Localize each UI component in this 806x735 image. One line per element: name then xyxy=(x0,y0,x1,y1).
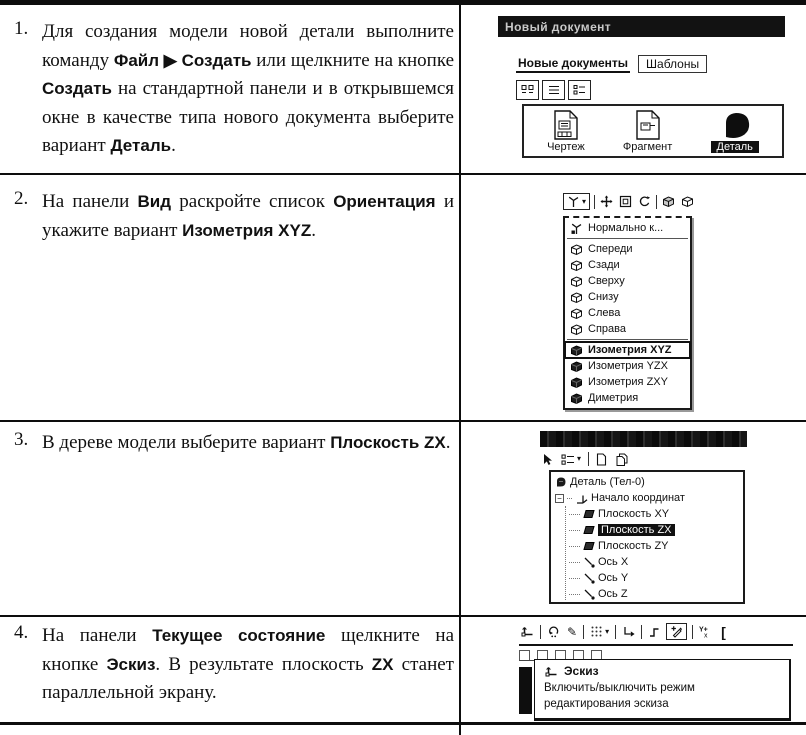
cube-dark-icon xyxy=(569,376,583,389)
dialog-tabs xyxy=(516,55,707,73)
tooltip-title: Эскиз xyxy=(564,664,599,678)
body-text: щелкните на кнопке xyxy=(42,625,455,675)
document-type-label: Чертеж xyxy=(547,141,585,153)
tree-branch-line xyxy=(567,498,572,499)
tooltip-body: Включить/выключить режим редактирования эскиза xyxy=(544,682,695,710)
step-3 xyxy=(12,429,454,458)
tree-node-label: Плоскость ZY xyxy=(598,540,669,552)
body-text: или щелкните на кнопке xyxy=(251,49,455,71)
tree-node-label: Деталь (Тел-0) xyxy=(570,476,645,488)
body-text: на стандартной панели и в открывшемся окне в качестве типа нового документа выберите вариант xyxy=(42,78,454,156)
plane-icon xyxy=(583,525,595,535)
step-text xyxy=(42,188,454,245)
body-text: станет параллельной экрану. xyxy=(42,653,454,703)
menu-item[interactable] xyxy=(565,305,690,321)
dialog-title-bar xyxy=(498,16,785,37)
toolbar-separator xyxy=(588,452,589,466)
menu-item[interactable] xyxy=(565,358,690,374)
menu-item-label: Изометрия YZX xyxy=(588,360,668,372)
column-divider xyxy=(459,0,461,735)
cube-wire-icon xyxy=(569,323,583,336)
step-2 xyxy=(12,188,454,245)
tree-node-label: Плоскость ZX xyxy=(598,524,675,536)
pan-icon[interactable] xyxy=(599,194,614,209)
ui-term: Деталь xyxy=(110,136,172,155)
body-text: . В результате плоскость xyxy=(155,653,372,675)
part-small-icon xyxy=(555,476,567,488)
model-tree-toolbar xyxy=(540,450,630,468)
ui-term: Создать xyxy=(42,79,112,98)
rotate-icon[interactable] xyxy=(637,194,652,209)
tooltip-shadow-bar xyxy=(519,667,532,714)
row-separator-2 xyxy=(0,420,806,422)
row-separator-1 xyxy=(0,173,806,175)
menu-item[interactable] xyxy=(565,273,690,289)
step-4 xyxy=(12,622,454,708)
orientation-menu xyxy=(563,216,692,410)
menu-separator xyxy=(567,339,688,340)
axis-icon xyxy=(583,572,595,584)
table-border-bottom xyxy=(0,722,806,725)
document-type-item[interactable] xyxy=(623,110,672,153)
ui-term: Ориентация xyxy=(333,192,436,211)
step-text xyxy=(42,622,454,708)
document-type-item[interactable] xyxy=(547,110,585,153)
corner-arrow-icon[interactable] xyxy=(621,624,636,639)
menu-item-label: Слева xyxy=(588,307,621,319)
tree-node-label: Ось X xyxy=(598,556,629,568)
sketch-icon xyxy=(544,665,558,678)
menu-item-label: Спереди xyxy=(588,243,633,255)
tab-templates[interactable]: Шаблоны xyxy=(638,55,707,73)
model-tree xyxy=(549,470,745,604)
toolbar-separator xyxy=(692,625,693,639)
cube-shaded-icon[interactable] xyxy=(661,194,676,209)
pencil-icon[interactable]: ✎ xyxy=(567,624,578,639)
tree-node-label: Ось Z xyxy=(598,588,628,600)
cube-wire-icon xyxy=(569,275,583,288)
body-text: . xyxy=(171,135,176,156)
origin-axes-icon xyxy=(575,492,588,505)
tree-node[interactable] xyxy=(555,538,743,554)
menu-item[interactable] xyxy=(565,390,690,406)
tree-node-label: Ось Y xyxy=(598,572,629,584)
rebuild-icon[interactable] xyxy=(546,624,561,639)
tooltip-title-row xyxy=(544,664,783,678)
coords-yx-icon[interactable] xyxy=(698,624,715,639)
tree-branch-line xyxy=(569,594,580,595)
menu-item-label: Справа xyxy=(588,323,626,335)
svg-text:Y+: Y+ xyxy=(699,626,708,634)
clipped-icon xyxy=(519,650,530,661)
dropdown-arrow-icon[interactable]: ▾ xyxy=(577,454,582,463)
body-text: и укажите вариант xyxy=(42,191,455,241)
document-type-label: Фрагмент xyxy=(622,141,673,153)
menu-item[interactable] xyxy=(565,257,690,273)
sketch-tooltip xyxy=(534,659,791,721)
part-blob-icon xyxy=(718,110,752,140)
step-number: 2. xyxy=(14,188,29,209)
body-text: . xyxy=(445,432,451,453)
cube-wire-icon xyxy=(569,307,583,320)
menu-item[interactable] xyxy=(565,241,690,257)
plane-icon xyxy=(583,541,595,551)
dialog-view-buttons xyxy=(516,80,591,100)
model-tree-header xyxy=(540,431,747,447)
cube-wire-icon xyxy=(569,291,583,304)
dropdown-arrow-icon[interactable]: ▾ xyxy=(582,196,587,206)
dialog-title: Новый документ xyxy=(505,19,612,34)
axis-icon xyxy=(583,556,595,568)
tree-expander-icon[interactable]: − xyxy=(555,494,564,503)
menu-item[interactable] xyxy=(565,342,690,358)
tree-node[interactable] xyxy=(555,586,743,602)
view-large-icon[interactable] xyxy=(516,80,539,100)
plane-icon xyxy=(583,509,595,519)
tree-branch-line xyxy=(569,514,580,515)
doc-page-icon[interactable] xyxy=(595,452,608,467)
ui-term: Текущее состояние xyxy=(152,626,326,645)
cube-dark-icon xyxy=(569,360,583,373)
step-number: 3. xyxy=(14,429,29,450)
bracket-icon[interactable]: [ xyxy=(721,623,726,640)
toolbar-separator xyxy=(615,625,616,639)
tree-node[interactable] xyxy=(555,474,743,490)
current-state-toolbar xyxy=(519,621,793,646)
doc-pages-icon[interactable] xyxy=(614,452,630,467)
body-text: На панели xyxy=(42,191,138,212)
tree-branch-line xyxy=(569,562,580,563)
toolbar-separator xyxy=(641,625,642,639)
menu-separator xyxy=(567,238,688,239)
view-toolbar xyxy=(563,190,791,213)
body-text: В дереве модели выберите вариант xyxy=(42,432,331,453)
step-text xyxy=(42,429,454,458)
doc-fragment-icon xyxy=(635,110,661,140)
body-text: раскройте список xyxy=(171,191,334,212)
document-type-item[interactable] xyxy=(711,110,759,153)
toolbar-separator xyxy=(656,195,657,209)
ui-term: Файл ▶ Создать xyxy=(113,50,252,70)
menu-item-label: Сзади xyxy=(588,259,620,271)
menu-item-label: Диметрия xyxy=(588,392,639,404)
cube-wire-icon[interactable] xyxy=(680,194,695,209)
tree-node[interactable] xyxy=(555,570,743,586)
toolbar-separator xyxy=(540,625,541,639)
normal-to-icon xyxy=(569,222,583,235)
body-text: . xyxy=(311,219,316,241)
tree-branch-line xyxy=(569,546,580,547)
table-border-top xyxy=(0,0,806,5)
dropdown-arrow-icon[interactable]: ▾ xyxy=(605,626,610,636)
step-icon[interactable] xyxy=(647,625,661,639)
menu-item-label: Нормально к... xyxy=(588,222,664,234)
grid-icon[interactable] xyxy=(589,624,610,639)
zoom-frame-icon[interactable] xyxy=(618,194,633,209)
tree-list-icon[interactable] xyxy=(560,452,582,467)
menu-item[interactable] xyxy=(565,321,690,337)
ui-term: Плоскость ZX xyxy=(330,433,446,452)
cube-wire-icon xyxy=(569,259,583,272)
menu-item-label: Снизу xyxy=(588,291,619,303)
tree-node[interactable] xyxy=(555,506,743,522)
menu-item[interactable] xyxy=(565,374,690,390)
step-number: 4. xyxy=(14,622,29,643)
ui-term: Вид xyxy=(137,192,172,211)
document-type-label: Деталь xyxy=(711,141,759,153)
doc-drawing-icon xyxy=(553,110,579,140)
body-text: На панели xyxy=(42,625,153,646)
tree-node-label: Начало координат xyxy=(591,492,685,504)
axis-icon xyxy=(583,588,595,600)
ui-term: Изометрия XYZ xyxy=(182,220,312,240)
body-text: Для создания модели новой детали выполните команду xyxy=(42,21,454,71)
sketch-pressed-icon[interactable] xyxy=(666,623,687,640)
menu-item-label: Сверху xyxy=(588,275,625,287)
orientation-axes-icon[interactable] xyxy=(563,193,590,210)
menu-item[interactable] xyxy=(565,289,690,305)
ui-term: ZX xyxy=(371,654,394,674)
cube-dark-icon xyxy=(569,344,583,357)
menu-item-label: Изометрия ZXY xyxy=(588,376,668,388)
cube-dark-icon xyxy=(569,392,583,405)
ui-term: Эскиз xyxy=(106,654,156,674)
menu-item[interactable] xyxy=(565,220,690,236)
cube-wire-icon xyxy=(569,243,583,256)
toolbar-separator xyxy=(594,195,595,209)
sketch-icon[interactable] xyxy=(519,624,535,639)
tree-node-label: Плоскость XY xyxy=(598,508,670,520)
tree-node[interactable] xyxy=(555,490,743,506)
tab-new-documents[interactable]: Новые документы xyxy=(516,55,630,73)
tree-node[interactable] xyxy=(555,522,743,538)
view-list-icon[interactable] xyxy=(542,80,565,100)
menu-item-label: Изометрия XYZ xyxy=(588,344,672,356)
step-text xyxy=(42,18,454,161)
view-details-icon[interactable] xyxy=(568,80,591,100)
svg-text:x: x xyxy=(704,632,708,638)
document-type-list xyxy=(522,104,784,158)
step-1 xyxy=(12,18,454,161)
step-number: 1. xyxy=(14,18,29,39)
tree-branch-line xyxy=(569,578,580,579)
tree-branch-line xyxy=(569,530,580,531)
pointer-icon[interactable] xyxy=(540,452,554,467)
toolbar-separator xyxy=(583,625,584,639)
row-separator-3 xyxy=(0,615,806,617)
tree-node[interactable] xyxy=(555,554,743,570)
